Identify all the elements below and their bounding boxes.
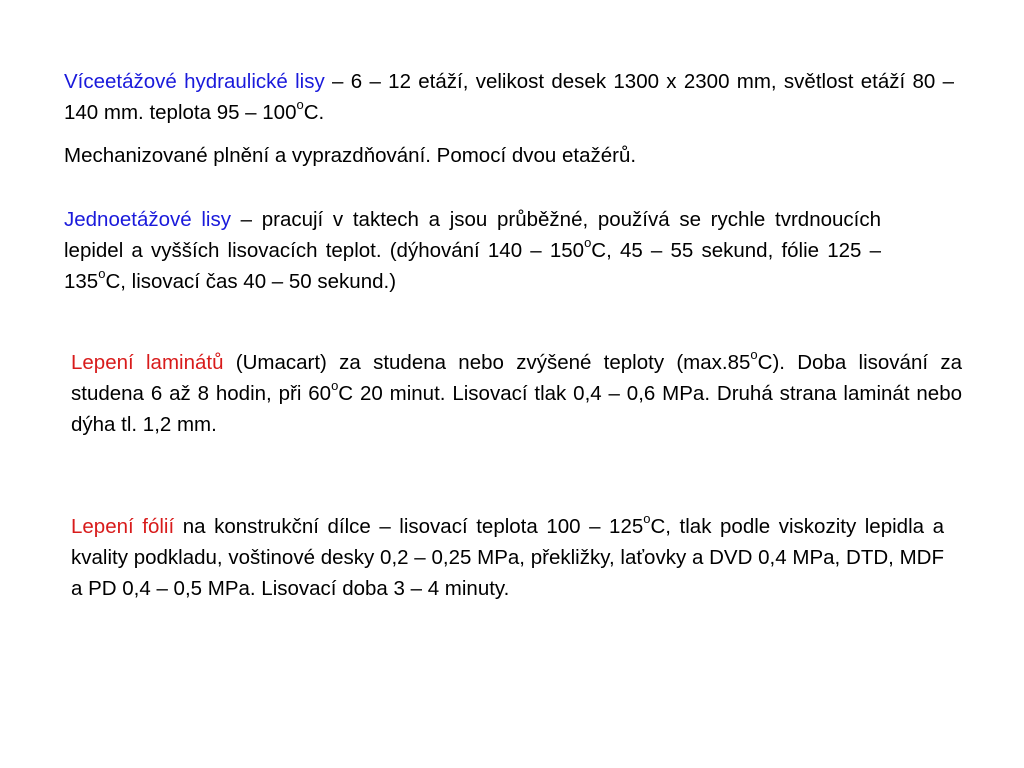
paragraph-single-level-presses [64,204,881,297]
text-segment: – pracují v taktech a jsou průběžné, používá se rychle tvrdnoucích lepidel a vyšších lisovacích teplot. (dýhování 140 – 150 [64,208,881,262]
text-segment: C. [303,101,325,124]
degree-superscript: o [331,378,339,394]
paragraph-mechanized-loading [64,140,954,171]
text-segment: C, 45 – 55 sekund, fólie 125 – 135 [64,239,881,293]
paragraph-multilevel-presses [64,66,954,128]
text-segment: C). Doba lisování za studena 6 až 8 hodin, při 60 [71,351,962,405]
text-segment: C, lisovací čas 40 – 50 sekund.) [105,270,397,293]
text-segment: (Umacart) za studena nebo zvýšené teploty (max.85 [223,351,751,374]
paragraph-laminate-gluing [71,347,962,440]
degree-superscript: o [643,511,651,527]
text-segment: C, tlak podle viskozity lepidla a kvality podkladu, voštinové desky 0,2 – 0,25 MPa, překližky, laťovky a DVD 0,4 MPa, DTD, MDF a PD 0,4 – 0,5 MPa. Lisovací doba 3 – 4 minuty. [71,515,944,600]
text-segment: C 20 minut. Lisovací tlak 0,4 – 0,6 MPa. Druhá strana laminát nebo dýha tl. 1,2 mm. [71,382,962,436]
term-single-level-presses: Jednoetážové lisy [64,208,231,231]
text-segment: na konstrukční dílce – lisovací teplota 100 – 125 [174,515,644,538]
paragraph-foil-gluing [71,511,944,604]
term-foil-gluing: Lepení fólií [71,515,175,538]
degree-superscript: o [584,235,592,251]
degree-superscript: o [750,347,758,363]
degree-superscript: o [296,97,304,113]
degree-superscript: o [98,266,106,282]
text-segment: Mechanizované plnění a vyprazdňování. Pomocí dvou etažérů. [64,144,637,167]
term-laminate-gluing: Lepení laminátů [71,351,224,374]
term-multilevel-presses: Víceetážové hydraulické lisy [64,70,325,93]
text-segment: – 6 – 12 etáží, velikost desek 1300 x 2300 mm, světlost etáží 80 – 140 mm. teplota 95 – 100 [64,70,954,124]
